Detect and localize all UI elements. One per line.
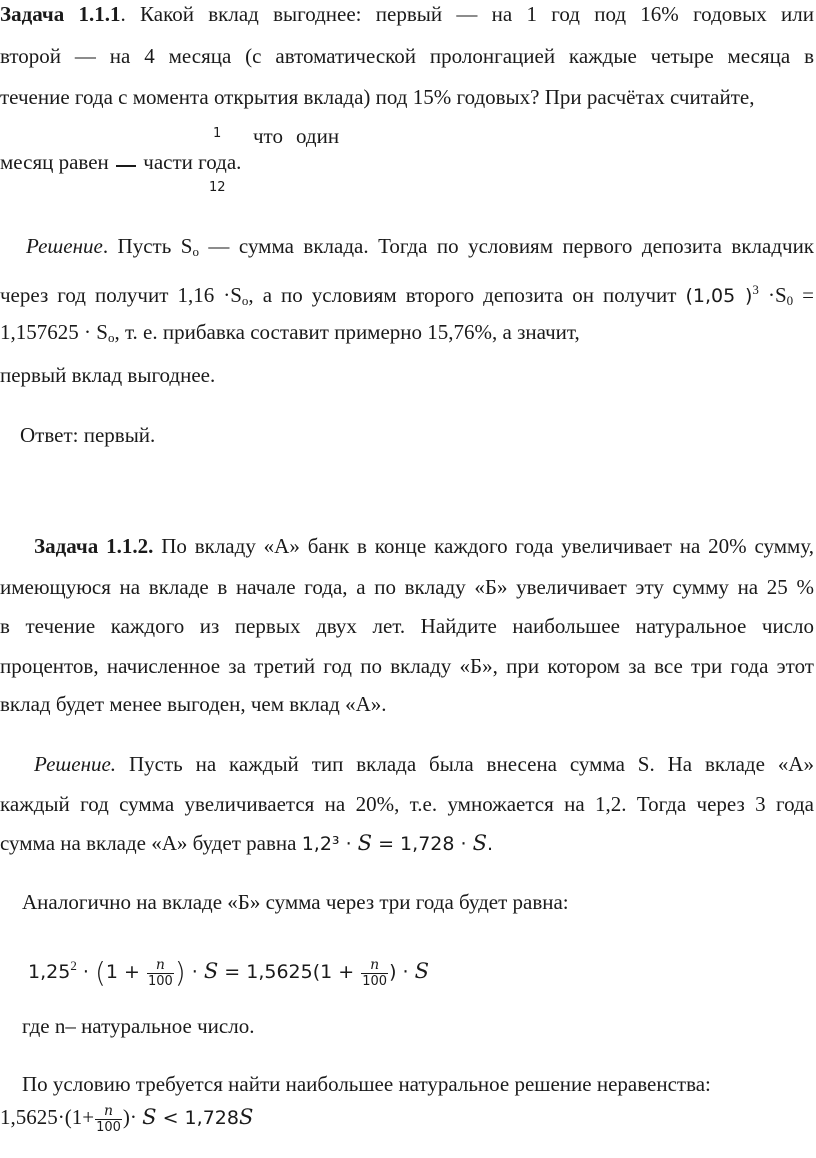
ineq-frac-num: n: [103, 1102, 114, 1119]
task1-sol2-b: , а по условиям второго депозита он получит: [248, 283, 677, 307]
task1-line4-b: части года.: [143, 150, 242, 174]
task2-line3: в течение каждого из первых двух лет. Найдите наибольшее натуральное число: [0, 614, 814, 638]
task1-sol2-a: через год получит 1,16 ·S: [0, 283, 242, 307]
task1-line1: [0, 2, 814, 26]
task2-line2: имеющуюся на вкладе в начале года, а по вкладу «Б» увеличивает эту сумму на 25 %: [0, 575, 814, 599]
task1-sol1-rest: — сумма вклада. Тогда по условиям первого депозита вкладчик: [198, 234, 815, 258]
task1-line1-text: . Какой вклад выгоднее: первый — на 1 год под 16% годовых или: [120, 2, 815, 26]
task2-sol3-s2: S: [472, 831, 487, 855]
task1-line3: течение года с момента открытия вклада) под 15% годовых? При расчётах считайте,: [0, 85, 755, 109]
task1-sol2-c: ·S: [758, 283, 787, 307]
ineq-s: S: [142, 1105, 157, 1129]
task1-solution-line1: [26, 234, 814, 264]
formula-c: ·: [185, 961, 204, 983]
task1-solution-line4: первый вклад выгоднее.: [0, 363, 216, 387]
task1-frac-den: 12: [209, 180, 226, 195]
task2-solution-line1: [34, 752, 814, 776]
formula-one: 1 +: [105, 961, 146, 983]
task1-sol3-a: 1,157625 · S: [0, 320, 108, 344]
formula-a: 1,25: [28, 961, 71, 983]
formula-fraction-2: [361, 958, 388, 989]
task1-sol2-sub: о: [241, 293, 249, 308]
task2-sol3-math: 1,2³ ·: [301, 833, 358, 855]
task1-word-odin: один: [296, 124, 340, 148]
frac-den: 100: [147, 973, 173, 989]
task2-line5: вклад будет менее выгоден, чем вклад «А».: [0, 692, 387, 716]
task2-line1-text: По вкладу «А» банк в конце каждого года увеличивает на 20% сумму,: [153, 534, 814, 558]
formula-b: ·: [76, 961, 95, 983]
task1-title: Задача 1.1.1: [0, 2, 121, 26]
task1-answer: Ответ: первый.: [20, 423, 156, 447]
frac-num: n: [155, 956, 165, 973]
formula-fraction-1: [147, 958, 174, 989]
ineq-c: < 1,728: [156, 1107, 239, 1129]
frac-den-2: 100: [362, 973, 388, 989]
task1-sol2-d: =: [793, 283, 815, 307]
formula-d: = 1,5625(1 +: [218, 961, 361, 983]
task1-solution-line3: [0, 320, 580, 350]
ineq-b: )·: [122, 1105, 143, 1129]
task2-sol3-s: S: [357, 831, 373, 855]
task2-line1: [34, 534, 814, 558]
left-paren: (: [94, 956, 106, 990]
task1-sol2-math: (1,05 ): [685, 285, 753, 307]
task1-sol2-exp: 3: [752, 282, 759, 297]
task1-line2: второй — на 4 месяца (с автоматической пролонгацией каждые четыре месяца в: [0, 44, 814, 68]
ineq-fraction: [95, 1104, 122, 1135]
task2-where: где n– натуральное число.: [22, 1014, 255, 1038]
task1-sol2-sub0: 0: [786, 293, 794, 308]
frac-num-2: n: [370, 956, 380, 973]
formula-s2: S: [414, 959, 429, 983]
task1-sol1-sub: о: [192, 244, 199, 259]
task2-inequality: [0, 1102, 253, 1135]
right-paren: ): [174, 956, 186, 990]
task2-analog: Аналогично на вкладе «Б» сумма через три года будет равна:: [22, 890, 569, 914]
task1-sol3-sub: о: [107, 330, 115, 345]
task2-sol1-rest: Пусть на каждый тип вклада была внесена сумма S. На вкладе «А»: [116, 752, 814, 776]
task1-sol3-b: , т. е. прибавка составит примерно 15,76%, а значит,: [114, 320, 580, 344]
formula-s: S: [203, 959, 219, 983]
ineq-a: 1,5625·(1+: [0, 1105, 95, 1129]
task1-solution-label: Решение: [26, 234, 103, 258]
task2-solution-label: Решение.: [34, 752, 117, 776]
task2-solution-line3: [0, 831, 493, 856]
fraction-bar: [116, 165, 136, 167]
ineq-frac-den: 100: [96, 1119, 121, 1135]
task2-condition: По условию требуется найти наибольшее натуральное решение неравенства:: [22, 1072, 711, 1096]
task1-frac-num: 1: [213, 126, 222, 141]
task2-formula: [28, 950, 429, 989]
task1-word-chto: что: [253, 124, 283, 148]
formula-e: ) ·: [389, 961, 415, 983]
task2-solution-line2: каждый год сумма увеличивается на 20%, т.е. умножается на 1,2. Тогда через 3 года: [0, 792, 814, 816]
task1-solution-line2: [0, 278, 814, 313]
task2-sol3-dot: .: [486, 833, 494, 855]
ineq-s2: S: [238, 1105, 254, 1129]
task2-sol3-eq: = 1,728 ·: [372, 833, 473, 855]
task2-line4: процентов, начисленное за третий год по вкладу «Б», при котором за все три года этот: [0, 654, 814, 678]
task2-title: Задача 1.1.2.: [34, 534, 154, 558]
task1-sol1: . Пусть S: [102, 234, 193, 258]
task1-line4-a: месяц равен: [0, 150, 109, 174]
task1-line4: [0, 150, 241, 174]
formula-exp: 2: [70, 958, 77, 973]
task2-sol3-a: сумма на вкладе «А» будет равна: [0, 831, 302, 855]
